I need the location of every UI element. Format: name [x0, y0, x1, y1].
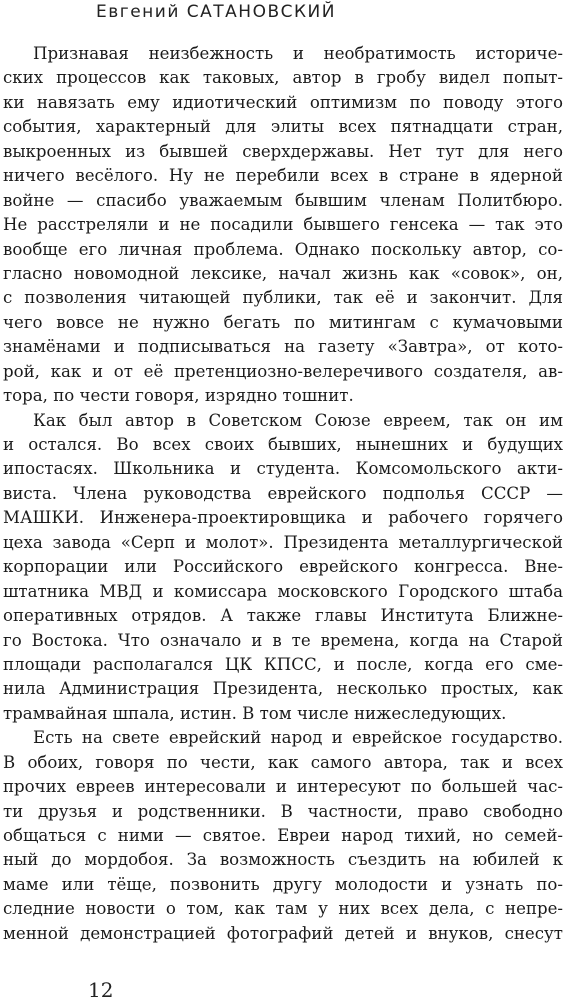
paragraph-2 [3, 409, 563, 727]
text-line: тора, по чести говоря, изрядно тошнит. [3, 386, 354, 406]
text-line: чего вовсе не нужно бегать по митингам с кумачовыми [3, 312, 563, 332]
text-line: маме или тёще, позвонить другу молодости и узнать по- [3, 874, 563, 894]
text-line: корпорации или Российского еврейского конгресса. Вне- [3, 557, 563, 577]
text-line: В обоих, говоря по чести, как самого автора, так и всех [3, 752, 563, 772]
text-line: Есть на свете еврейский народ и еврейское государство. [33, 728, 563, 748]
text-line: выкроенных из бывшей сверхдержавы. Нет тут для него [3, 141, 563, 161]
text-line: ный до мордобоя. За возможность съездить на юбилей к [3, 850, 563, 870]
text-line: прочих евреев интересовали и интересуют по большей час- [3, 777, 563, 797]
header-author-last: САТАНОВСКИЙ [186, 2, 336, 22]
running-header [96, 2, 336, 22]
text-line: общаться с ними — святое. Евреи народ тихий, но семей- [3, 826, 563, 845]
paragraph-1 [3, 42, 563, 409]
text-line: следние новости о том, как там у них всех дела, с непре- [3, 899, 563, 919]
paragraph-3 [3, 726, 563, 946]
text-line: события, характерный для элиты всех пятнадцати стран, [3, 117, 563, 137]
text-line: рой, как и от её претенциозно-велеречивого создателя, ав- [3, 361, 563, 381]
text-line: войне — спасибо уважаемым бывшим членам Политбюро. [3, 190, 563, 210]
text-line: знамёнами и подписываться на газету «Завтра», от кото- [3, 337, 563, 357]
text-line: нила Администрация Президента, несколько простых, как [3, 679, 563, 699]
text-line: менной демонстрацией фотографий детей и внуков, снесут [3, 923, 563, 943]
text-line: Признавая неизбежность и необратимость историче- [33, 44, 563, 63]
text-line: виста. Члена руководства еврейского подполья СССР — [3, 483, 563, 503]
text-line: ских процессов как таковых, автор в гробу видел попыт- [3, 68, 563, 88]
text-line: ипостасях. Школьника и студента. Комсомольского акти- [3, 459, 563, 479]
text-line: гласно новомодной лексике, начал жизнь как «совок», он, [3, 263, 563, 283]
text-line: вообще его личная проблема. Однако поскольку автор, со- [3, 239, 563, 259]
text-line: трамвайная шпала, истин. В том числе нижеследующих. [3, 703, 507, 723]
header-author-first: Евгений [96, 2, 180, 22]
text-line: и остался. Во всех своих бывших, нынешних и будущих [3, 435, 563, 454]
text-line: го Востока. Что означало и в те времена, когда на Старой [3, 630, 563, 650]
page-number: 12 [88, 978, 114, 1002]
text-line: площади располагался ЦК КПСС, и после, когда его сме- [3, 654, 563, 674]
text-line: Не расстреляли и не посадили бывшего генсека — так это [3, 215, 563, 235]
text-line: с позволения читающей публики, так её и закончит. Для [3, 288, 563, 308]
text-line: ти друзья и родственники. В частности, право свободно [3, 801, 563, 821]
text-line: Как был автор в Советском Союзе евреем, так он им [33, 410, 563, 430]
text-line: штатника МВД и комиссара московского Городского штаба [3, 581, 563, 601]
text-line: оперативных отрядов. А также главы Института Ближне- [3, 606, 563, 626]
text-line: ки навязать ему идиотический оптимизм по поводу этого [3, 92, 563, 112]
text-line: МАШКИ. Инженера-проектировщика и рабочего горячего [3, 508, 563, 528]
body-text [3, 42, 563, 946]
text-line: ничего весёлого. Ну не перебили всех в стране в ядерной [3, 166, 563, 186]
text-line: цеха завода «Серп и молот». Президента металлургической [3, 532, 563, 552]
